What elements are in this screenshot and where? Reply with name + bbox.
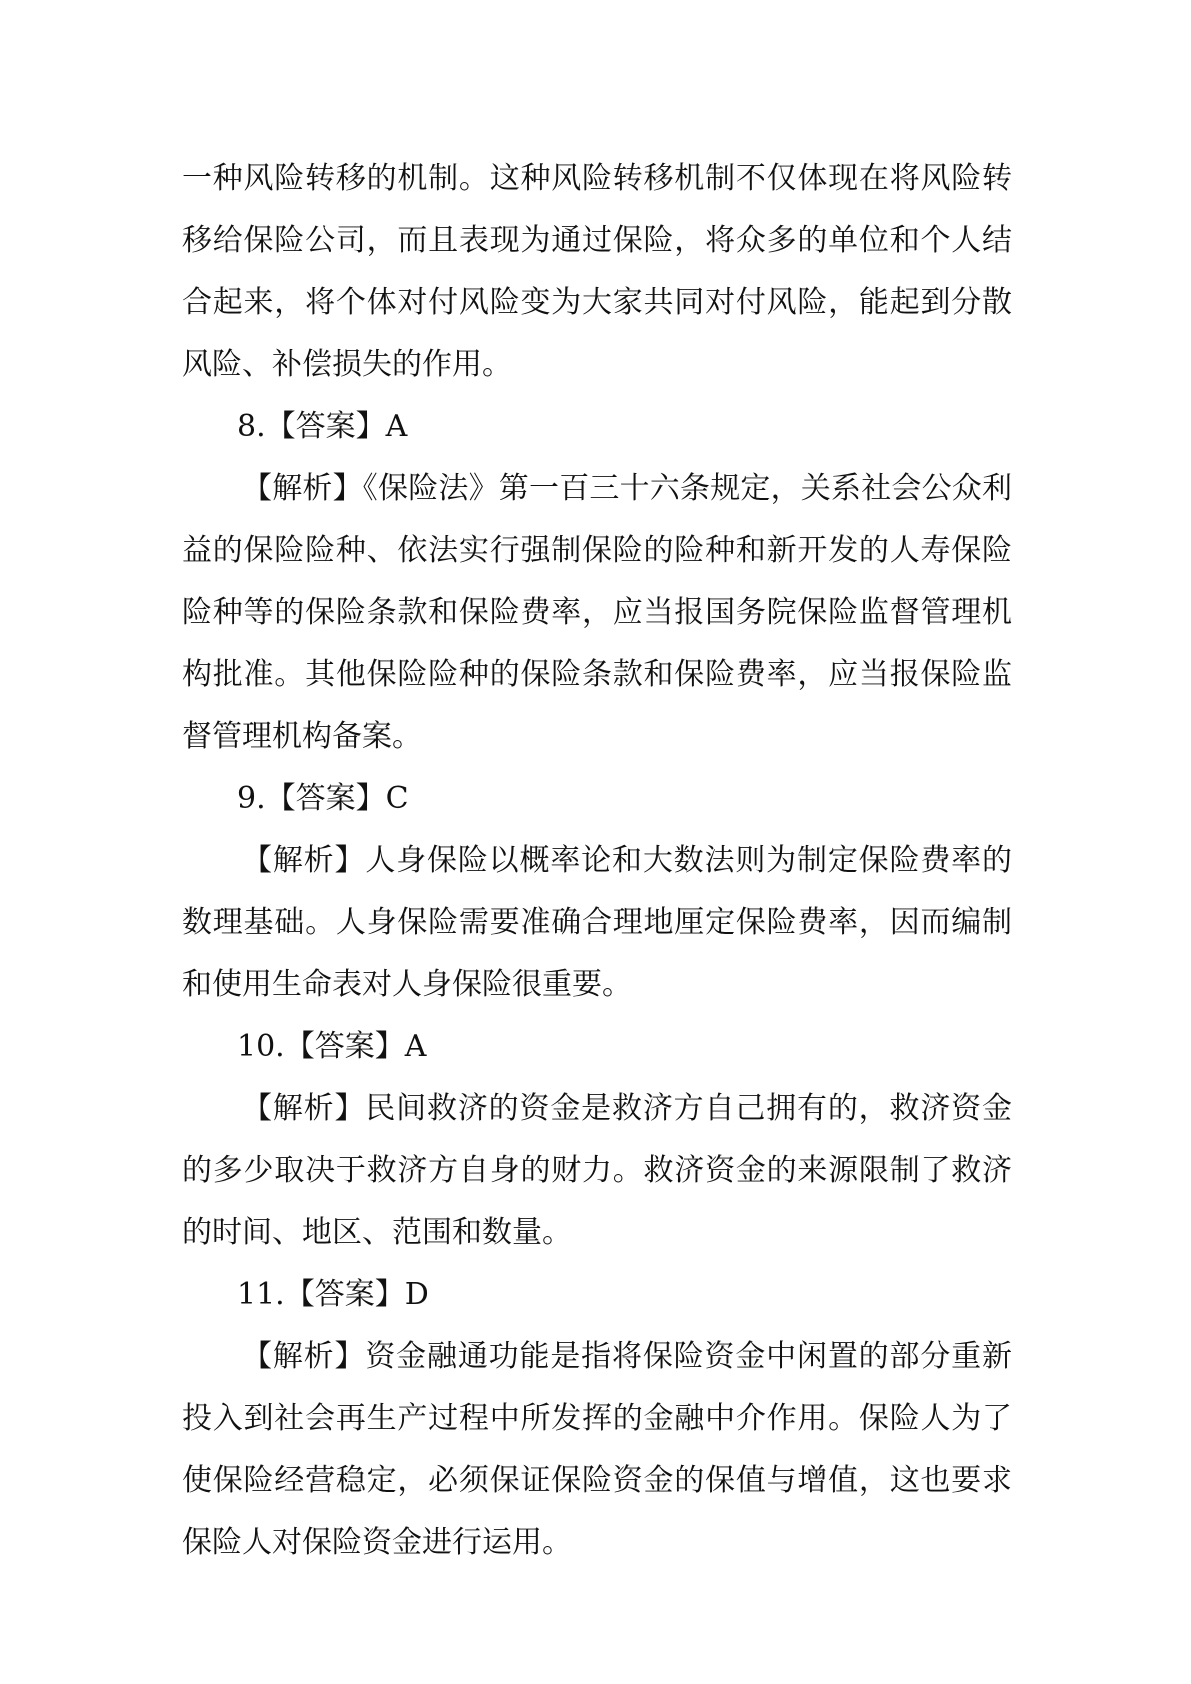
document-body (182, 148, 1012, 1574)
answer-line-10: 10.【答案】A (237, 1029, 427, 1064)
answer-line-11: 11.【答案】D (237, 1277, 429, 1312)
explanation-10: 【解析】民间救济的资金是救济方自己拥有的，救济资金的多少取决于救济方自身的财力。救济资金的来源限制了救济的时间、地区、范围和数量。 (182, 1091, 1012, 1250)
explanation-9: 【解析】人身保险以概率论和大数法则为制定保险费率的数理基础。人身保险需要准确合理地厘定保险费率，因而编制和使用生命表对人身保险很重要。 (182, 843, 1012, 1002)
paragraph-continuation: 一种风险转移的机制。这种风险转移机制不仅体现在将风险转移给保险公司，而且表现为通过保险，将众多的单位和个人结合起来，将个体对付风险变为大家共同对付风险，能起到分散风险、补偿损失的作用。 (182, 161, 1012, 382)
explanation-8: 【解析】《保险法》第一百三十六条规定，关系社会公众利益的保险险种、依法实行强制保险的险种和新开发的人寿保险险种等的保险条款和保险费率，应当报国务院保险监督管理机构批准。其他保险险种的保险条款和保险费率，应当报保险监督管理机构备案。 (182, 471, 1012, 754)
explanation-11: 【解析】资金融通功能是指将保险资金中闲置的部分重新投入到社会再生产过程中所发挥的金融中介作用。保险人为了使保险经营稳定，必须保证保险资金的保值与增值，这也要求保险人对保险资金进行运用。 (182, 1339, 1012, 1560)
answer-line-9: 9.【答案】C (237, 781, 409, 816)
answer-line-8: 8.【答案】A (237, 409, 408, 444)
